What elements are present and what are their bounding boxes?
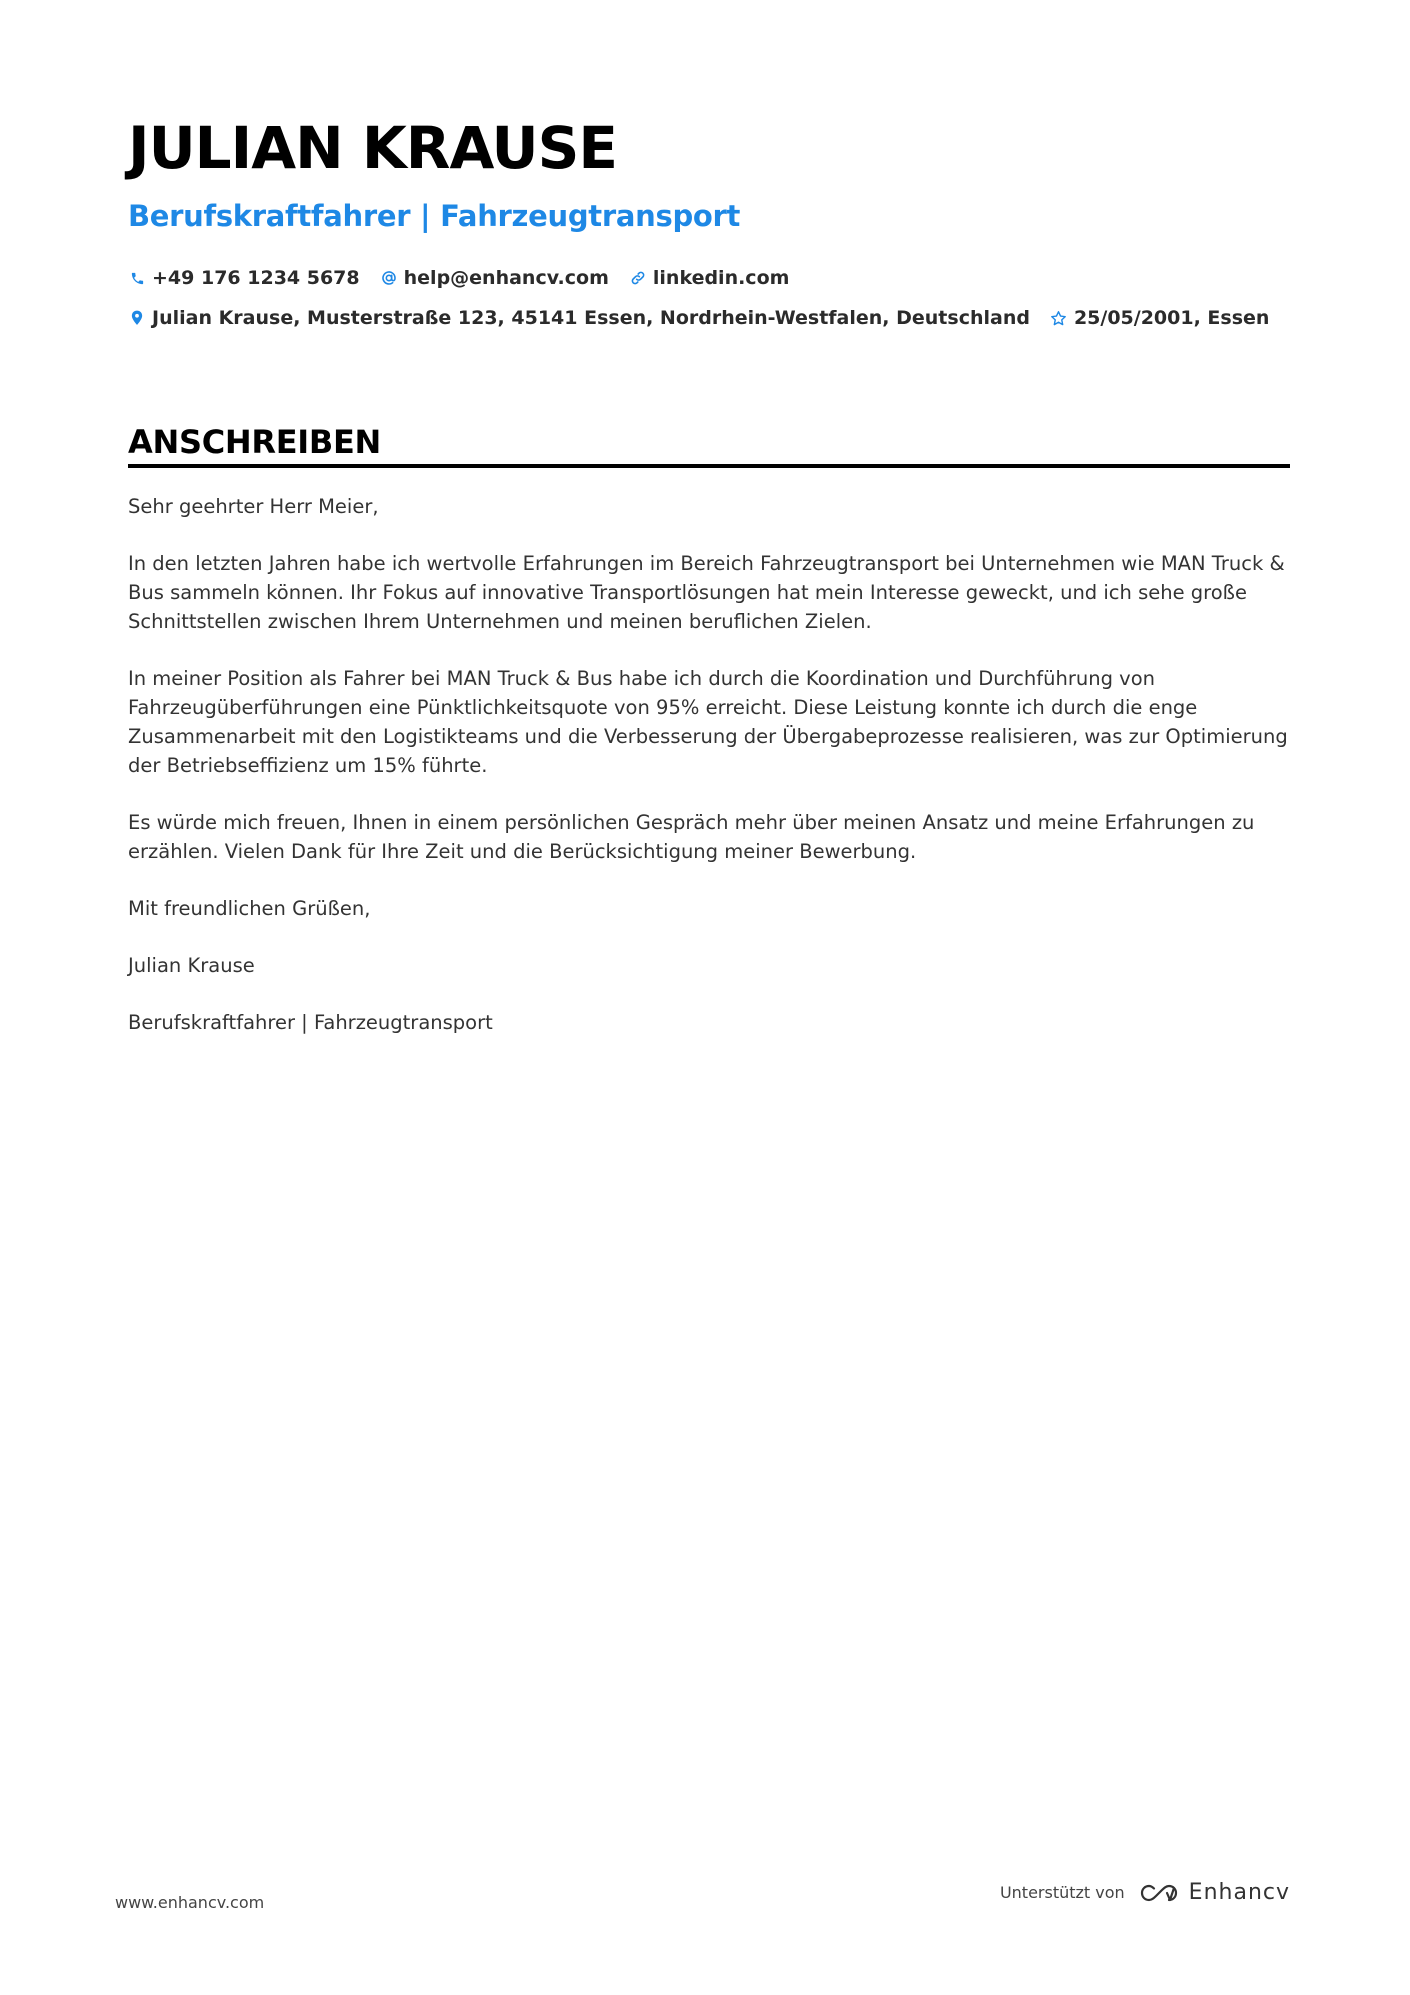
powered-by-label: Unterstützt von — [999, 1883, 1125, 1902]
location-pin-icon — [128, 309, 146, 327]
star-icon — [1050, 309, 1068, 327]
contact-row-1 — [128, 258, 1290, 298]
contact-phone-text: +49 176 1234 5678 — [152, 267, 360, 289]
contact-info — [128, 258, 1290, 338]
section-divider — [128, 464, 1290, 468]
phone-icon — [128, 269, 146, 287]
letter-paragraph: In den letzten Jahren habe ich wertvolle Erfahrungen im Bereich Fahrzeugtransport bei Unternehmen wie MAN Truck & Bus sammeln können. Ihr Fokus auf innovative Transportlösungen hat mein Interesse geweckt, und ich sehe große Schnittstellen zwischen Ihrem Unternehmen und meinen beruflichen Zielen. — [128, 552, 1285, 633]
letter-salutation: Sehr geehrter Herr Meier, — [128, 495, 379, 518]
contact-linkedin[interactable] — [629, 267, 790, 289]
at-icon — [380, 269, 398, 287]
contact-address — [128, 307, 1030, 329]
letter-body — [128, 492, 1290, 1037]
contact-email-text: help@enhancv.com — [403, 267, 609, 289]
contact-linkedin-text: linkedin.com — [652, 267, 790, 289]
contact-phone — [128, 267, 360, 289]
cover-letter-page — [128, 110, 1290, 1065]
applicant-name: JULIAN KRAUSE — [128, 114, 618, 182]
contact-address-text: Julian Krause, Musterstraße 123, 45141 Essen, Nordrhein-Westfalen, Deutschland — [152, 307, 1030, 329]
contact-row-2 — [128, 298, 1290, 338]
signature-title: Berufskraftfahrer | Fahrzeugtransport — [128, 1011, 493, 1034]
signature-name: Julian Krause — [128, 954, 255, 977]
footer-branding[interactable] — [1000, 1880, 1290, 1905]
brand-name: Enhancv — [1188, 1880, 1290, 1905]
link-icon — [629, 269, 647, 287]
enhancv-logo-icon — [1137, 1881, 1181, 1905]
footer-website-link[interactable]: www.enhancv.com — [115, 1893, 265, 1912]
applicant-headline: Berufskraftfahrer | Fahrzeugtransport — [128, 199, 741, 233]
letter-paragraph: In meiner Position als Fahrer bei MAN Truck & Bus habe ich durch die Koordination und Durchführung von Fahrzeugüberführungen eine Pünktlichkeitsquote von 95% erreicht. Diese Leistung konnte ich durch die enge Zusammenarbeit mit den Logistikteams und die Verbesserung der Übergabeprozesse realisieren, was zur Optimierung der Betriebseffizienz um 15% führte. — [128, 667, 1288, 777]
contact-email[interactable] — [380, 267, 609, 289]
contact-birth-text: 25/05/2001, Essen — [1073, 307, 1270, 329]
letter-closing: Mit freundlichen Grüßen, — [128, 897, 371, 920]
letter-paragraph: Es würde mich freuen, Ihnen in einem persönlichen Gespräch mehr über meinen Ansatz und meine Erfahrungen zu erzählen. Vielen Dank für Ihre Zeit und die Berücksichtigung meiner Bewerbung. — [128, 811, 1255, 863]
contact-birth — [1050, 307, 1269, 329]
section-title: ANSCHREIBEN — [128, 423, 381, 461]
